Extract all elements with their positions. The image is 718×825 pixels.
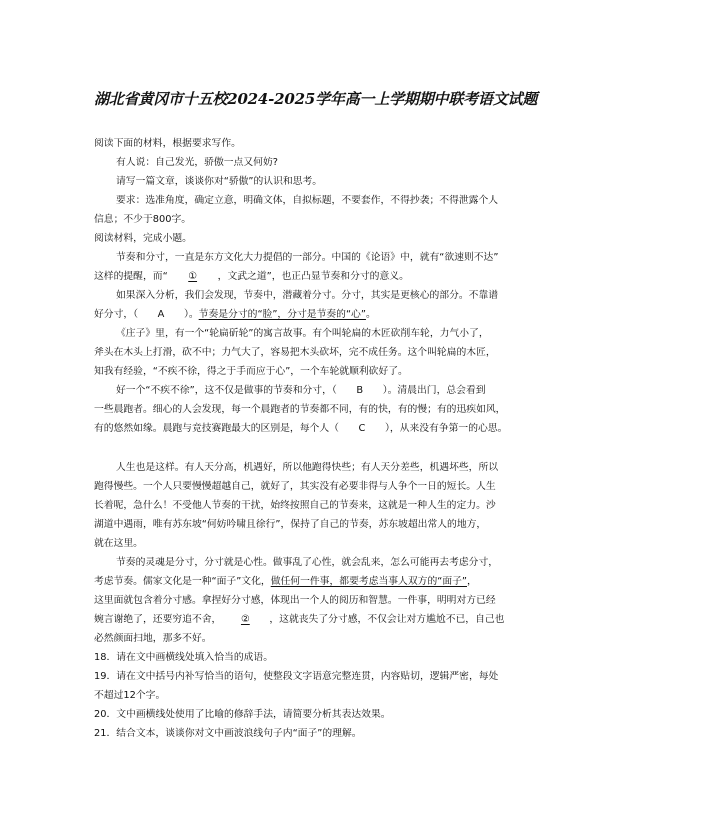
- passage-line: 这里面就包含着分寸感。拿捏好分寸感，体现出一个人的阅历和智慧。一件事，明明对方已经: [94, 595, 496, 606]
- question-19-cont: 不超过12个字。: [94, 690, 166, 701]
- passage-text: 婉言谢绝了，还要穷追不舍，: [94, 614, 222, 625]
- writing-requirement-line2: 信息；不少于800字。: [94, 214, 192, 225]
- passage-line: 湖道中遇雨，唯有苏东坡“何妨吟啸且徐行”，保持了自己的节奏，苏东坡超出常人的地方，: [94, 519, 487, 530]
- passage-line: 节奏和分寸，一直是东方文化大力提倡的一部分。中国的《论语》中，就有“欲速则不达”: [116, 252, 499, 263]
- passage-line: 一些晨跑者。细心的人会发现，每一个晨跑者的节奏都不同，有的快，有的慢；有的迅疾如风，: [94, 404, 506, 415]
- passage-text: ，这就丧失了分寸感，不仅会让对方尴尬不已，自己也: [269, 614, 505, 625]
- passage-line: [94, 308, 376, 321]
- passage-text: ，文武之道”，也正凸显节奏和分寸的意义。: [217, 271, 409, 282]
- wavy-underlined-sentence: 做任何一件事，都要考虑当事人双方的“面子”: [270, 576, 467, 587]
- passage-line: 人生也是这样。有人天分高，机遇好，所以他跑得快些；有人天分差些，机遇坏些，所以: [116, 462, 499, 473]
- passage-text: 考虑节奏。儒家文化是一种“面子”文化，: [94, 576, 271, 587]
- passage-text: 。: [365, 309, 376, 320]
- passage-line: 《庄子》里，有一个“轮扁斫轮”的寓言故事。有个叫轮扁的木匠砍削车轮，力气小了，: [116, 328, 489, 339]
- reading-intro: 阅读材料，完成小题。: [94, 233, 192, 244]
- passage-text: 这样的提醒，而“: [94, 271, 168, 282]
- passage-line: 就在这里。: [94, 538, 143, 549]
- writing-requirement-line1: 要求：选准角度，确定立意，明确文体，自拟标题，不要套作，不得抄袭；不得泄露个人: [116, 195, 499, 206]
- underlined-metaphor: 节奏是分寸的“脸”，分寸是节奏的“心”: [198, 309, 366, 320]
- passage-text: 好分寸，（ A ）。: [94, 309, 199, 320]
- passage-line: 知我有经验，“不疾不徐，得之于手而应于心”，一个车轮就顺利砍好了。: [94, 366, 408, 377]
- writing-quote: 有人说：自己发光，骄傲一点又何妨?: [116, 157, 278, 168]
- passage-line: 长着呢，急什么！不受他人节奏的干扰，始终按照自己的节奏来，这就是一种人生的定力。沙: [94, 500, 496, 511]
- passage-line: [94, 613, 504, 626]
- passage-line: [94, 575, 477, 588]
- writing-task: 请写一篇文章，谈谈你对“骄傲”的认识和思考。: [116, 176, 323, 187]
- question-20: 20．文中画横线处使用了比喻的修辞手法，请简要分析其表达效果。: [94, 709, 391, 720]
- fill-blank-2: ②: [240, 614, 250, 625]
- passage-line: 跑得慢些。一个人只要慢慢超越自己，就好了，其实没有必要非得与人争个一日的短长。人生: [94, 481, 496, 492]
- passage-line: 节奏的灵魂是分寸，分寸就是心性。做事乱了心性，就会乱来，怎么可能再去考虑分寸，: [116, 557, 499, 568]
- passage-line: 如果深入分析，我们会发现，节奏中，潜藏着分寸。分寸，其实是更核心的部分。不靠谱: [116, 290, 499, 301]
- passage-text: ，: [467, 576, 477, 587]
- passage-line: 好一个“不疾不徐”，这不仅是做事的节奏和分寸，（ B ）。清晨出门，总会看到: [116, 385, 486, 396]
- question-19: 19．请在文中括号内补写恰当的语句，使整段文字语意完整连贯，内容贴切，逻辑严密，每处: [94, 671, 499, 682]
- document-title: 湖北省黄冈市十五校2024-2025学年高一上学期期中联考语文试题: [94, 90, 538, 108]
- passage-line: 有的悠然如缘。晨跑与竞技赛跑最大的区别是，每个人（ C ），从来没有争第一的心思。: [94, 423, 508, 434]
- passage-line: 斧头在木头上打滑，砍不中；力气大了，容易把木头砍坏，完不成任务。这个叫轮扁的木匠，: [94, 347, 496, 358]
- question-21: 21．结合文本，谈谈你对文中画波浪线句子内“面子”的理解。: [94, 728, 362, 739]
- passage-line: 必然颜面扫地，那多不好。: [94, 633, 212, 644]
- question-18: 18．请在文中画横线处填入恰当的成语。: [94, 652, 274, 663]
- writing-intro: 阅读下面的材料，根据要求写作。: [94, 138, 241, 149]
- fill-blank-1: ①: [188, 271, 198, 282]
- passage-line: [94, 270, 409, 283]
